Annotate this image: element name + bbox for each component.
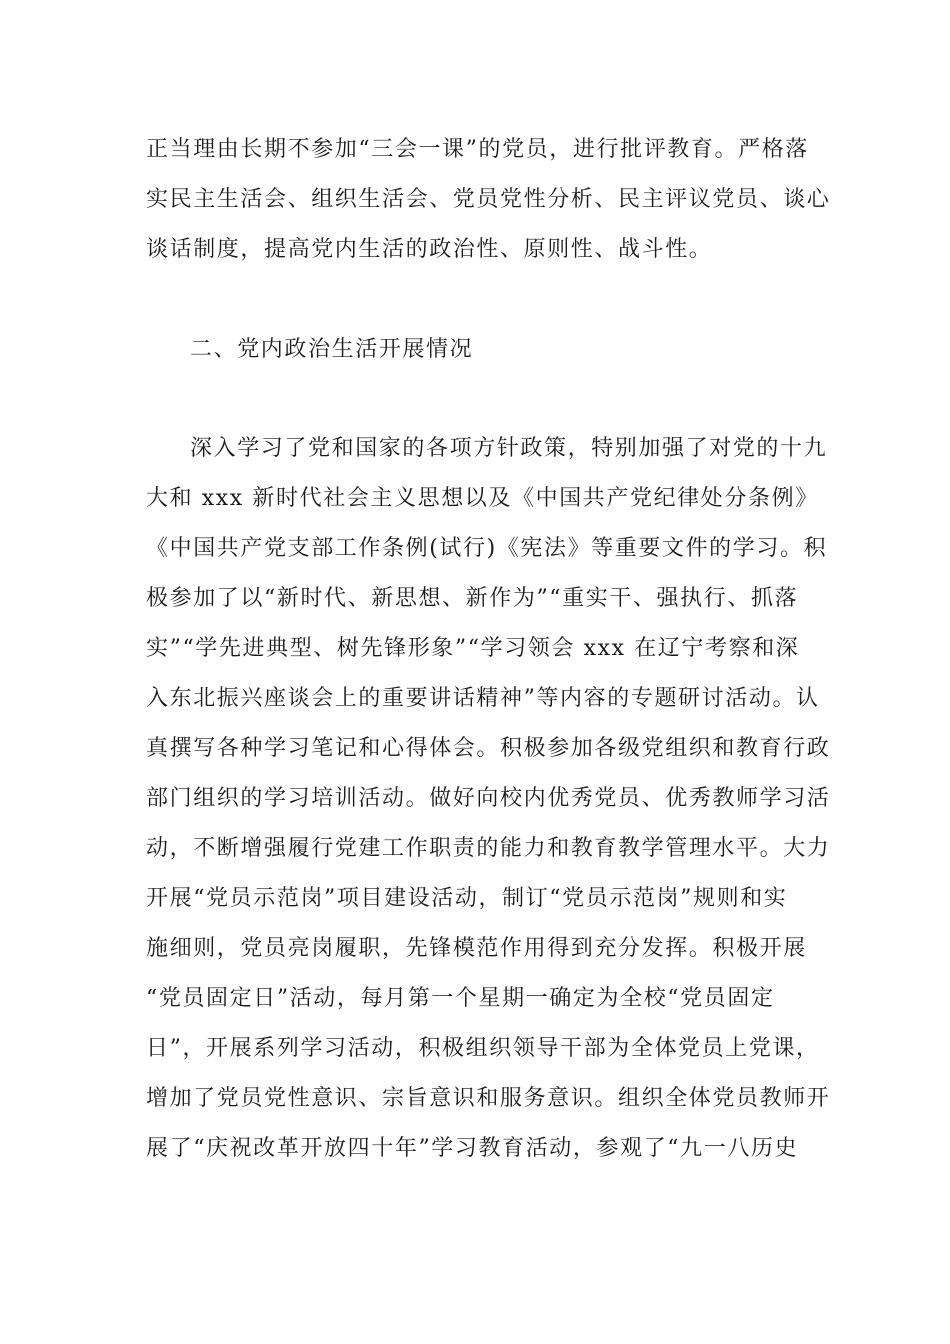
paragraph-2-line-14: 增加了党员党性意识、宗旨意识和服务意识。组织全体党员教师开	[146, 1086, 831, 1111]
paragraph-2-line-7: 真撰写各种学习笔记和心得体会。积极参加各级党组织和教育行政	[146, 736, 831, 761]
paragraph-2-line-3: 《中国共产党支部工作条例(试行)《宪法》等重要文件的学习。积	[146, 536, 828, 561]
paragraph-2-line-1: 深入学习了党和国家的各项方针政策，特别加强了对党的十九	[190, 436, 828, 461]
paragraph-2-line-9: 动，不断增强履行党建工作职责的能力和教育教学管理水平。大力	[146, 836, 831, 861]
paragraph-2-line-6: 入东北振兴座谈会上的重要讲话精神”等内容的专题研讨活动。认	[146, 686, 820, 711]
paragraph-2-line-10: 开展“党员示范岗”项目建设活动，制订“党员示范岗”规则和实	[146, 886, 788, 911]
paragraph-2-line-4: 极参加了以“新时代、新思想、新作为”“重实干、强执行、抓落	[146, 586, 799, 611]
paragraph-1-line-1: 正当理由长期不参加“三会一课”的党员，进行批评教育。严格落	[146, 137, 809, 162]
paragraph-2-line-13: 日”，开展系列学习活动，积极组织领导干部为全体党员上党课，	[146, 1036, 820, 1061]
paragraph-1-line-3: 谈话制度，提高党内生活的政治性、原则性、战斗性。	[146, 237, 713, 262]
paragraph-1-line-2: 实民主生活会、组织生活会、党员党性分析、民主评议党员、谈心	[146, 187, 831, 212]
paragraph-2-line-12: “党员固定日”活动，每月第一个星期一确定为全校“党员固定	[146, 986, 775, 1011]
paragraph-2-line-15: 展了“庆祝改革开放四十年”学习教育活动，参观了“九一八历史	[146, 1136, 799, 1161]
paragraph-2-line-8: 部门组织的学习培训活动。做好向校内优秀党员、优秀教师学习活	[146, 786, 831, 811]
section-heading: 二、党内政治生活开展情况	[190, 337, 474, 362]
paragraph-2-line-11: 施细则，党员亮岗履职，先锋模范作用得到充分发挥。积极开展	[146, 936, 807, 961]
paragraph-2-line-5: 实”“学先进典型、树先锋形象”“学习领会 xxx 在辽宁考察和深	[146, 636, 800, 661]
paragraph-2-line-2: 大和 xxx 新时代社会主义思想以及《中国共产党纪律处分条例》	[146, 486, 819, 511]
